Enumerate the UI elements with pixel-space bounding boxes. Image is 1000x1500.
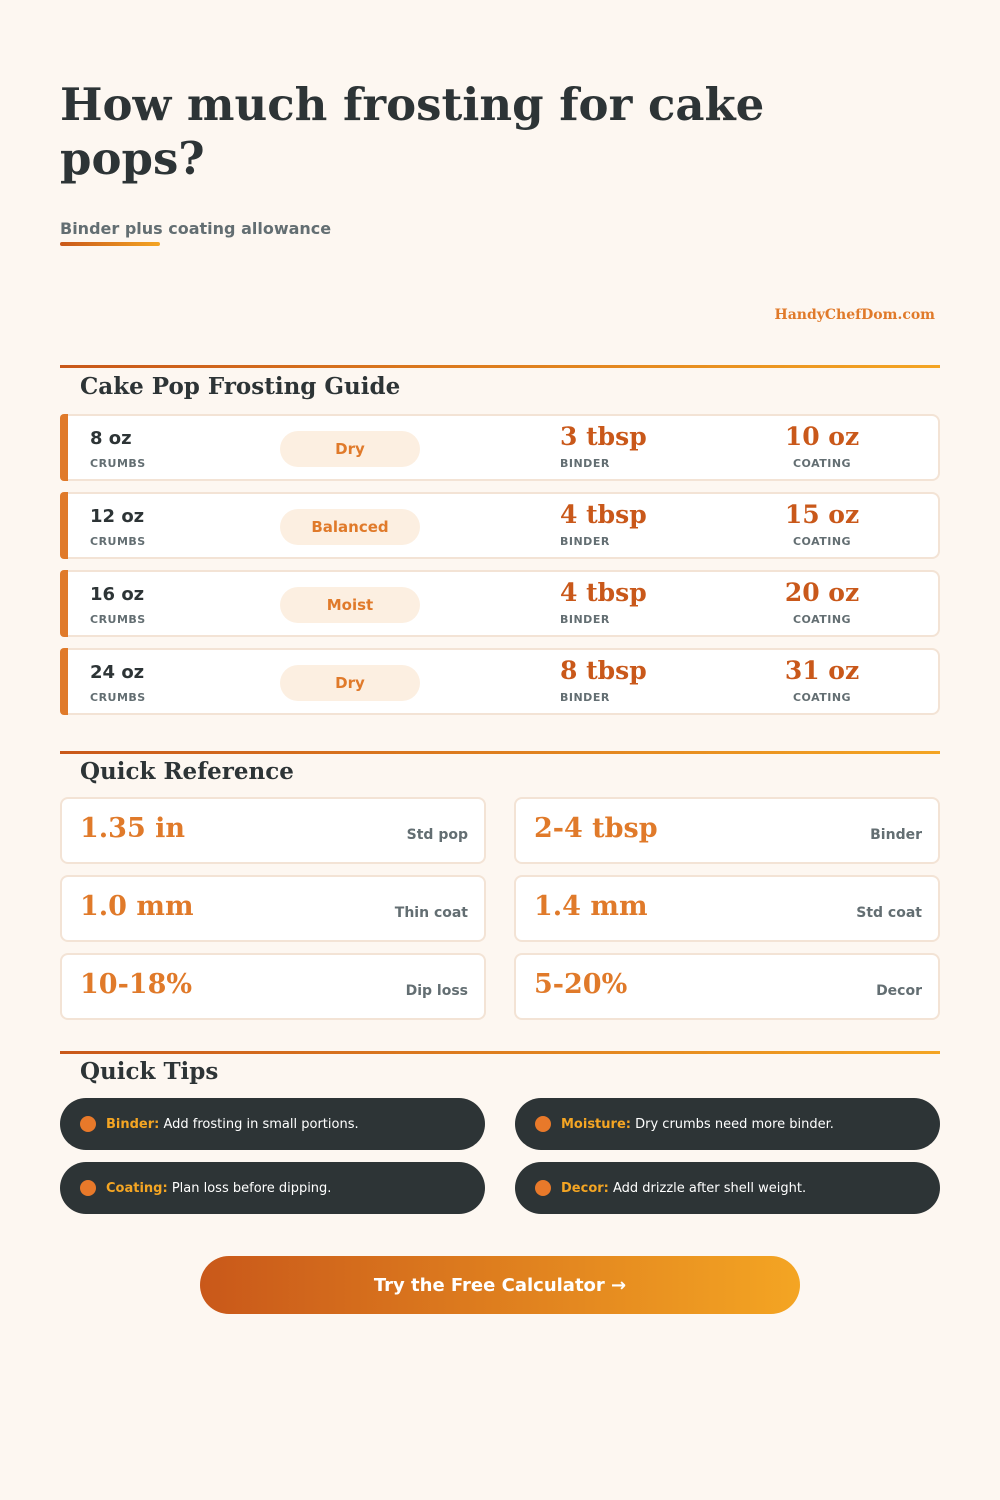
reference-card bbox=[514, 953, 940, 1020]
page-subtitle: Binder plus coating allowance bbox=[60, 219, 332, 238]
row-accent-bar bbox=[60, 414, 68, 481]
guide-row bbox=[60, 648, 940, 715]
coating-value: 15 oz bbox=[784, 500, 860, 529]
guide-title: Cake Pop Frosting Guide bbox=[80, 373, 401, 400]
bullet-dot-icon bbox=[535, 1180, 551, 1196]
bullet-dot-icon bbox=[80, 1180, 96, 1196]
binder-value: 4 tbsp bbox=[560, 500, 647, 529]
binder-value: 3 tbsp bbox=[560, 422, 647, 451]
tip-text bbox=[561, 1117, 834, 1132]
tip-body: Add frosting in small portions. bbox=[163, 1116, 359, 1132]
crumbs-label: CRUMBS bbox=[90, 457, 146, 470]
texture-badge: Moist bbox=[280, 587, 420, 623]
coating-label: COATING bbox=[792, 535, 852, 548]
coating-value: 10 oz bbox=[784, 422, 860, 451]
reference-title: Quick Reference bbox=[80, 758, 294, 785]
binder-label: BINDER bbox=[560, 613, 610, 626]
crumbs-label: CRUMBS bbox=[90, 691, 146, 704]
crumbs-value: 8 oz bbox=[90, 428, 132, 449]
reference-card bbox=[514, 797, 940, 864]
tip-key: Moisture: bbox=[561, 1116, 631, 1132]
tip-text bbox=[106, 1181, 331, 1196]
coating-label: COATING bbox=[792, 613, 852, 626]
reference-label: Dip loss bbox=[405, 983, 468, 999]
binder-label: BINDER bbox=[560, 691, 610, 704]
crumbs-label: CRUMBS bbox=[90, 613, 146, 626]
coating-value: 20 oz bbox=[784, 578, 860, 607]
tips-title: Quick Tips bbox=[80, 1058, 219, 1085]
reference-label: Decor bbox=[876, 983, 922, 999]
reference-label: Std coat bbox=[856, 905, 922, 921]
reference-value: 2-4 tbsp bbox=[534, 813, 658, 844]
reference-value: 1.4 mm bbox=[534, 891, 648, 922]
row-accent-bar bbox=[60, 648, 68, 715]
row-accent-bar bbox=[60, 570, 68, 637]
crumbs-value: 12 oz bbox=[90, 506, 145, 527]
row-accent-bar bbox=[60, 492, 68, 559]
crumbs-value: 24 oz bbox=[90, 662, 145, 683]
reference-value: 1.0 mm bbox=[80, 891, 194, 922]
reference-card bbox=[60, 797, 486, 864]
tip-text bbox=[561, 1181, 806, 1196]
texture-badge: Dry bbox=[280, 665, 420, 701]
coating-label: COATING bbox=[792, 691, 852, 704]
tip-item bbox=[515, 1162, 940, 1214]
crumbs-label: CRUMBS bbox=[90, 535, 146, 548]
reference-divider bbox=[60, 751, 940, 754]
reference-card bbox=[60, 953, 486, 1020]
page-title: How much frosting for cake pops? bbox=[60, 78, 765, 185]
guide-divider bbox=[60, 365, 940, 368]
reference-label: Thin coat bbox=[394, 905, 468, 921]
tips-divider bbox=[60, 1051, 940, 1054]
reference-value: 1.35 in bbox=[80, 813, 186, 844]
texture-badge: Dry bbox=[280, 431, 420, 467]
reference-card bbox=[514, 875, 940, 942]
try-calculator-button[interactable]: Try the Free Calculator → bbox=[200, 1256, 800, 1314]
bullet-dot-icon bbox=[535, 1116, 551, 1132]
binder-label: BINDER bbox=[560, 457, 610, 470]
brand-link[interactable]: HandyChefDom.com bbox=[774, 307, 935, 323]
reference-label: Binder bbox=[870, 827, 922, 843]
reference-value: 5-20% bbox=[534, 969, 628, 1000]
tip-text bbox=[106, 1117, 359, 1132]
guide-row bbox=[60, 414, 940, 481]
tip-key: Binder: bbox=[106, 1116, 160, 1132]
guide-row bbox=[60, 492, 940, 559]
binder-value: 4 tbsp bbox=[560, 578, 647, 607]
guide-row bbox=[60, 570, 940, 637]
reference-label: Std pop bbox=[406, 827, 468, 843]
tip-key: Decor: bbox=[561, 1180, 609, 1196]
reference-card bbox=[60, 875, 486, 942]
tip-body: Add drizzle after shell weight. bbox=[613, 1180, 807, 1196]
tip-key: Coating: bbox=[106, 1180, 168, 1196]
tip-item bbox=[60, 1098, 485, 1150]
coating-label: COATING bbox=[792, 457, 852, 470]
tip-item bbox=[60, 1162, 485, 1214]
crumbs-value: 16 oz bbox=[90, 584, 145, 605]
bullet-dot-icon bbox=[80, 1116, 96, 1132]
binder-label: BINDER bbox=[560, 535, 610, 548]
reference-value: 10-18% bbox=[80, 969, 193, 1000]
tip-body: Dry crumbs need more binder. bbox=[635, 1116, 834, 1132]
texture-badge: Balanced bbox=[280, 509, 420, 545]
subtitle-underline bbox=[60, 242, 160, 246]
binder-value: 8 tbsp bbox=[560, 656, 647, 685]
tip-body: Plan loss before dipping. bbox=[171, 1180, 332, 1196]
coating-value: 31 oz bbox=[784, 656, 860, 685]
tip-item bbox=[515, 1098, 940, 1150]
